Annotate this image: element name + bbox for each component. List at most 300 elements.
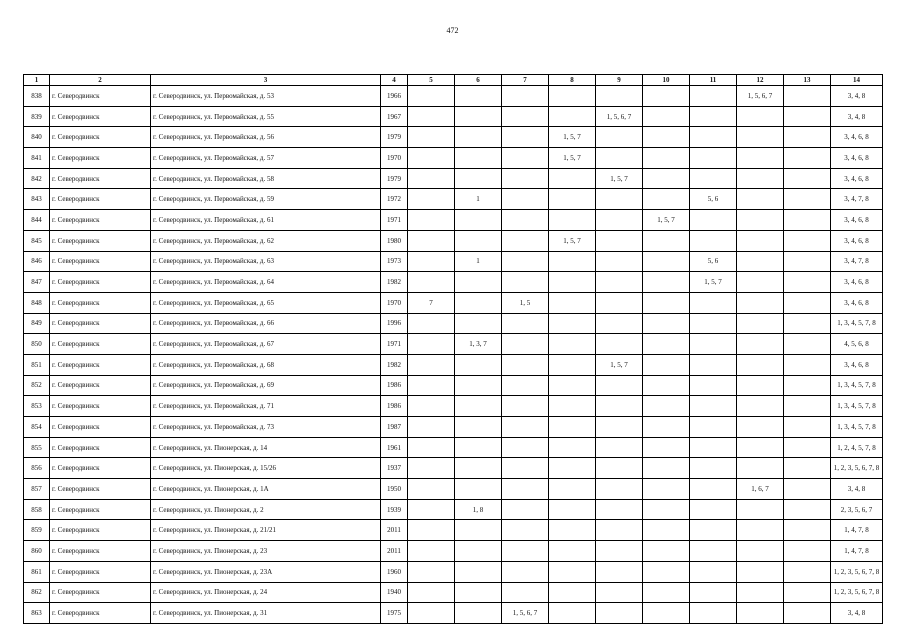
table-cell-col-5: [408, 189, 455, 210]
table-cell-col-13: [784, 106, 831, 127]
table-cell-col-5: [408, 127, 455, 148]
table-cell-col-10: [643, 86, 690, 107]
table-cell-col-9: [596, 189, 643, 210]
table-cell-col-14: 3, 4, 6, 8: [831, 272, 883, 293]
table-cell-col-9: [596, 210, 643, 231]
table-cell-col-4: 2011: [381, 520, 408, 541]
table-cell-col-3: г. Северодвинск, ул. Пионерская, д. 1А: [151, 479, 381, 500]
table-cell-col-11: [690, 127, 737, 148]
table-cell-col-4: 1973: [381, 251, 408, 272]
table-cell-col-5: [408, 251, 455, 272]
column-header-1: 1: [24, 75, 50, 86]
table-cell-col-11: [690, 396, 737, 417]
table-cell-col-7: [502, 458, 549, 479]
table-cell-col-10: [643, 148, 690, 169]
table-cell-col-9: [596, 334, 643, 355]
table-row: [24, 354, 883, 375]
table-cell-col-5: 7: [408, 292, 455, 313]
table-cell-col-4: 1966: [381, 86, 408, 107]
table-cell-col-11: [690, 168, 737, 189]
table-cell-col-2: г. Северодвинск: [50, 272, 151, 293]
table-cell-col-9: 1, 5, 7: [596, 354, 643, 375]
table-cell-col-14: 3, 4, 6, 8: [831, 127, 883, 148]
table-cell-col-9: [596, 458, 643, 479]
column-header-13: 13: [784, 75, 831, 86]
table-cell-col-5: [408, 168, 455, 189]
table-cell-col-3: г. Северодвинск, ул. Первомайская, д. 55: [151, 106, 381, 127]
table-cell-col-12: [737, 541, 784, 562]
table-cell-col-14: 3, 4, 8: [831, 106, 883, 127]
column-header-14: 14: [831, 75, 883, 86]
table-cell-col-8: [549, 86, 596, 107]
table-cell-col-4: 1971: [381, 334, 408, 355]
table-cell-col-3: г. Северодвинск, ул. Пионерская, д. 23: [151, 541, 381, 562]
table-cell-col-8: [549, 499, 596, 520]
table-cell-col-1: 860: [24, 541, 50, 562]
table-body: [24, 86, 883, 624]
table-cell-col-12: [737, 189, 784, 210]
table-row: [24, 334, 883, 355]
table-row: [24, 168, 883, 189]
table-cell-col-6: [455, 396, 502, 417]
table-cell-col-9: [596, 148, 643, 169]
table-row: [24, 86, 883, 107]
table-cell-col-7: 1, 5, 6, 7: [502, 603, 549, 624]
table-cell-col-13: [784, 458, 831, 479]
table-cell-col-13: [784, 417, 831, 438]
table-cell-col-7: [502, 541, 549, 562]
table-cell-col-3: г. Северодвинск, ул. Пионерская, д. 23А: [151, 561, 381, 582]
table-cell-col-5: [408, 541, 455, 562]
table-cell-col-2: г. Северодвинск: [50, 603, 151, 624]
table-cell-col-9: [596, 520, 643, 541]
table-cell-col-4: 1971: [381, 210, 408, 231]
table-cell-col-4: 1982: [381, 272, 408, 293]
table-cell-col-10: 1, 5, 7: [643, 210, 690, 231]
table-cell-col-4: 1970: [381, 292, 408, 313]
table-cell-col-1: 841: [24, 148, 50, 169]
table-cell-col-12: [737, 458, 784, 479]
table-cell-col-5: [408, 520, 455, 541]
table-cell-col-6: [455, 86, 502, 107]
table-cell-col-8: [549, 561, 596, 582]
table-cell-col-11: [690, 561, 737, 582]
table-cell-col-14: 1, 3, 4, 5, 7, 8: [831, 417, 883, 438]
table-cell-col-11: [690, 417, 737, 438]
table-cell-col-14: 3, 4, 6, 8: [831, 168, 883, 189]
table-cell-col-8: [549, 251, 596, 272]
table-cell-col-13: [784, 127, 831, 148]
table-cell-col-10: [643, 375, 690, 396]
table-cell-col-7: [502, 230, 549, 251]
table-cell-col-9: [596, 251, 643, 272]
table-cell-col-5: [408, 375, 455, 396]
table-cell-col-4: 1939: [381, 499, 408, 520]
table-cell-col-6: [455, 603, 502, 624]
table-cell-col-10: [643, 458, 690, 479]
table-cell-col-11: 5, 6: [690, 189, 737, 210]
table-row: [24, 479, 883, 500]
table-cell-col-8: [549, 603, 596, 624]
table-cell-col-3: г. Северодвинск, ул. Первомайская, д. 68: [151, 354, 381, 375]
table-cell-col-3: г. Северодвинск, ул. Первомайская, д. 73: [151, 417, 381, 438]
table-cell-col-7: 1, 5: [502, 292, 549, 313]
table-cell-col-9: [596, 86, 643, 107]
table-cell-col-8: [549, 354, 596, 375]
table-cell-col-4: 1982: [381, 354, 408, 375]
table-cell-col-8: [549, 210, 596, 231]
table-cell-col-7: [502, 561, 549, 582]
table-cell-col-14: 1, 2, 4, 5, 7, 8: [831, 437, 883, 458]
table-cell-col-12: [737, 313, 784, 334]
table-cell-col-10: [643, 354, 690, 375]
table-cell-col-11: [690, 437, 737, 458]
table-cell-col-6: [455, 582, 502, 603]
table-cell-col-12: [737, 396, 784, 417]
table-cell-col-11: [690, 458, 737, 479]
table-cell-col-4: 1986: [381, 396, 408, 417]
table-cell-col-14: 3, 4, 7, 8: [831, 189, 883, 210]
table-cell-col-2: г. Северодвинск: [50, 334, 151, 355]
table-cell-col-13: [784, 520, 831, 541]
table-cell-col-14: 1, 3, 4, 5, 7, 8: [831, 396, 883, 417]
table-cell-col-8: [549, 272, 596, 293]
table-cell-col-2: г. Северодвинск: [50, 313, 151, 334]
table-cell-col-3: г. Северодвинск, ул. Первомайская, д. 66: [151, 313, 381, 334]
table-cell-col-11: [690, 334, 737, 355]
table-cell-col-14: 4, 5, 6, 8: [831, 334, 883, 355]
table-cell-col-11: [690, 354, 737, 375]
table-cell-col-11: [690, 479, 737, 500]
table-cell-col-8: [549, 292, 596, 313]
table-row: [24, 189, 883, 210]
table-cell-col-9: [596, 499, 643, 520]
table-cell-col-8: [549, 375, 596, 396]
table-row: [24, 375, 883, 396]
table-cell-col-13: [784, 189, 831, 210]
table-cell-col-10: [643, 292, 690, 313]
table-cell-col-13: [784, 210, 831, 231]
table-cell-col-12: [737, 437, 784, 458]
table-cell-col-11: [690, 499, 737, 520]
table-cell-col-13: [784, 230, 831, 251]
table-cell-col-4: 1987: [381, 417, 408, 438]
table-cell-col-14: 3, 4, 6, 8: [831, 292, 883, 313]
table-cell-col-11: [690, 582, 737, 603]
table-row: [24, 541, 883, 562]
table-cell-col-12: [737, 106, 784, 127]
table-cell-col-4: 1937: [381, 458, 408, 479]
table-cell-col-7: [502, 148, 549, 169]
table-cell-col-1: 857: [24, 479, 50, 500]
table-cell-col-3: г. Северодвинск, ул. Первомайская, д. 71: [151, 396, 381, 417]
table-cell-col-6: [455, 561, 502, 582]
table-cell-col-9: [596, 437, 643, 458]
table-cell-col-3: г. Северодвинск, ул. Первомайская, д. 64: [151, 272, 381, 293]
table-cell-col-7: [502, 272, 549, 293]
table-cell-col-7: [502, 354, 549, 375]
table-cell-col-8: [549, 106, 596, 127]
table-row: [24, 582, 883, 603]
table-cell-col-3: г. Северодвинск, ул. Пионерская, д. 21/21: [151, 520, 381, 541]
table-cell-col-11: [690, 106, 737, 127]
table-cell-col-4: 1979: [381, 168, 408, 189]
table-row: [24, 313, 883, 334]
table-cell-col-11: 5, 6: [690, 251, 737, 272]
table-cell-col-2: г. Северодвинск: [50, 520, 151, 541]
table-cell-col-11: 1, 5, 7: [690, 272, 737, 293]
table-cell-col-7: [502, 210, 549, 231]
table-cell-col-5: [408, 603, 455, 624]
table-cell-col-9: [596, 396, 643, 417]
table-cell-col-9: [596, 479, 643, 500]
table-cell-col-4: 1975: [381, 603, 408, 624]
table-cell-col-10: [643, 189, 690, 210]
table-cell-col-12: [737, 561, 784, 582]
table-cell-col-8: 1, 5, 7: [549, 127, 596, 148]
table-cell-col-13: [784, 375, 831, 396]
table-cell-col-6: 1, 3, 7: [455, 334, 502, 355]
table-cell-col-12: [737, 582, 784, 603]
table-cell-col-1: 843: [24, 189, 50, 210]
table-cell-col-10: [643, 313, 690, 334]
table-cell-col-11: [690, 375, 737, 396]
table-cell-col-12: [737, 272, 784, 293]
table-cell-col-4: 1961: [381, 437, 408, 458]
table-row: [24, 603, 883, 624]
table-cell-col-6: [455, 127, 502, 148]
table-cell-col-12: [737, 210, 784, 231]
table-cell-col-1: 861: [24, 561, 50, 582]
table-cell-col-9: [596, 417, 643, 438]
table-cell-col-9: [596, 313, 643, 334]
table-cell-col-2: г. Северодвинск: [50, 106, 151, 127]
table-cell-col-2: г. Северодвинск: [50, 251, 151, 272]
table-cell-col-1: 839: [24, 106, 50, 127]
table-cell-col-1: 859: [24, 520, 50, 541]
table-cell-col-10: [643, 230, 690, 251]
table-cell-col-12: [737, 375, 784, 396]
table-row: [24, 396, 883, 417]
table-cell-col-5: [408, 334, 455, 355]
table-cell-col-10: [643, 272, 690, 293]
table-cell-col-4: 2011: [381, 541, 408, 562]
table-row: [24, 230, 883, 251]
table-cell-col-9: [596, 541, 643, 562]
table-cell-col-10: [643, 106, 690, 127]
table-cell-col-7: [502, 437, 549, 458]
table-cell-col-13: [784, 292, 831, 313]
page-number: 472: [446, 26, 459, 35]
table-header-row: [24, 75, 883, 86]
table-cell-col-3: г. Северодвинск, ул. Первомайская, д. 56: [151, 127, 381, 148]
table-cell-col-4: 1960: [381, 561, 408, 582]
table-cell-col-13: [784, 541, 831, 562]
column-header-2: 2: [50, 75, 151, 86]
table-cell-col-10: [643, 541, 690, 562]
table-cell-col-14: 1, 3, 4, 5, 7, 8: [831, 375, 883, 396]
table-cell-col-3: г. Северодвинск, ул. Пионерская, д. 24: [151, 582, 381, 603]
table-cell-col-7: [502, 334, 549, 355]
table-cell-col-9: [596, 230, 643, 251]
table-cell-col-1: 846: [24, 251, 50, 272]
table-cell-col-9: [596, 292, 643, 313]
table-cell-col-13: [784, 148, 831, 169]
table-cell-col-12: [737, 603, 784, 624]
table-cell-col-3: г. Северодвинск, ул. Первомайская, д. 59: [151, 189, 381, 210]
table-cell-col-1: 854: [24, 417, 50, 438]
table-cell-col-5: [408, 437, 455, 458]
table-cell-col-7: [502, 479, 549, 500]
table-cell-col-6: 1, 8: [455, 499, 502, 520]
table-cell-col-8: [549, 168, 596, 189]
table-cell-col-11: [690, 313, 737, 334]
table-cell-col-12: 1, 6, 7: [737, 479, 784, 500]
table-cell-col-10: [643, 437, 690, 458]
table-cell-col-8: 1, 5, 7: [549, 148, 596, 169]
table-cell-col-12: [737, 499, 784, 520]
table-cell-col-8: [549, 437, 596, 458]
table-cell-col-13: [784, 86, 831, 107]
table-cell-col-5: [408, 479, 455, 500]
table-cell-col-3: г. Северодвинск, ул. Первомайская, д. 67: [151, 334, 381, 355]
table-cell-col-9: [596, 272, 643, 293]
table-cell-col-6: 1: [455, 251, 502, 272]
table-cell-col-9: 1, 5, 7: [596, 168, 643, 189]
table-row: [24, 106, 883, 127]
table-cell-col-13: [784, 437, 831, 458]
table-cell-col-11: [690, 230, 737, 251]
table-cell-col-3: г. Северодвинск, ул. Пионерская, д. 14: [151, 437, 381, 458]
column-header-3: 3: [151, 75, 381, 86]
table-cell-col-7: [502, 520, 549, 541]
table-cell-col-10: [643, 396, 690, 417]
table-cell-col-10: [643, 251, 690, 272]
table-cell-col-1: 842: [24, 168, 50, 189]
table-cell-col-8: [549, 417, 596, 438]
table-cell-col-1: 849: [24, 313, 50, 334]
table-cell-col-10: [643, 499, 690, 520]
table-cell-col-12: [737, 148, 784, 169]
table-cell-col-1: 852: [24, 375, 50, 396]
table-cell-col-2: г. Северодвинск: [50, 210, 151, 231]
table-cell-col-7: [502, 417, 549, 438]
table-cell-col-2: г. Северодвинск: [50, 499, 151, 520]
table-cell-col-10: [643, 603, 690, 624]
table-row: [24, 148, 883, 169]
table-cell-col-11: [690, 148, 737, 169]
housing-register-table: [23, 74, 883, 624]
table-cell-col-10: [643, 127, 690, 148]
table-cell-col-14: 3, 4, 8: [831, 86, 883, 107]
table-cell-col-2: г. Северодвинск: [50, 561, 151, 582]
table-cell-col-7: [502, 582, 549, 603]
table-cell-col-5: [408, 210, 455, 231]
table-cell-col-12: [737, 251, 784, 272]
table-cell-col-5: [408, 396, 455, 417]
table-cell-col-14: 3, 4, 8: [831, 479, 883, 500]
table-cell-col-8: [549, 479, 596, 500]
table-cell-col-1: 858: [24, 499, 50, 520]
table-row: [24, 417, 883, 438]
table-cell-col-1: 847: [24, 272, 50, 293]
table-cell-col-14: 3, 4, 7, 8: [831, 251, 883, 272]
table-cell-col-10: [643, 479, 690, 500]
table-cell-col-14: 1, 3, 4, 5, 7, 8: [831, 313, 883, 334]
table-cell-col-6: [455, 313, 502, 334]
table-cell-col-5: [408, 86, 455, 107]
table-cell-col-12: [737, 417, 784, 438]
table-cell-col-6: [455, 292, 502, 313]
table-cell-col-6: [455, 210, 502, 231]
table-cell-col-5: [408, 313, 455, 334]
table-cell-col-9: 1, 5, 6, 7: [596, 106, 643, 127]
table-cell-col-7: [502, 127, 549, 148]
table-cell-col-7: [502, 189, 549, 210]
table-cell-col-5: [408, 582, 455, 603]
table-cell-col-12: [737, 292, 784, 313]
table-cell-col-11: [690, 292, 737, 313]
table-cell-col-12: [737, 520, 784, 541]
table-cell-col-4: 1967: [381, 106, 408, 127]
table-cell-col-1: 856: [24, 458, 50, 479]
table-cell-col-8: [549, 520, 596, 541]
table-cell-col-1: 863: [24, 603, 50, 624]
table-cell-col-14: 1, 4, 7, 8: [831, 541, 883, 562]
table-cell-col-9: [596, 582, 643, 603]
table-cell-col-5: [408, 417, 455, 438]
table-cell-col-1: 838: [24, 86, 50, 107]
table-cell-col-7: [502, 313, 549, 334]
table-cell-col-6: [455, 354, 502, 375]
table-cell-col-3: г. Северодвинск, ул. Первомайская, д. 53: [151, 86, 381, 107]
table-cell-col-11: [690, 210, 737, 231]
table-cell-col-4: 1970: [381, 148, 408, 169]
table-cell-col-6: [455, 520, 502, 541]
table-cell-col-8: [549, 396, 596, 417]
table-cell-col-12: [737, 127, 784, 148]
column-header-8: 8: [549, 75, 596, 86]
column-header-6: 6: [455, 75, 502, 86]
table-cell-col-3: г. Северодвинск, ул. Первомайская, д. 63: [151, 251, 381, 272]
table-cell-col-14: 3, 4, 6, 8: [831, 354, 883, 375]
table-cell-col-3: г. Северодвинск, ул. Первомайская, д. 62: [151, 230, 381, 251]
column-header-10: 10: [643, 75, 690, 86]
table-cell-col-4: 1996: [381, 313, 408, 334]
table-cell-col-4: 1986: [381, 375, 408, 396]
table-cell-col-10: [643, 168, 690, 189]
table-cell-col-2: г. Северодвинск: [50, 354, 151, 375]
table-cell-col-1: 840: [24, 127, 50, 148]
table-cell-col-9: [596, 561, 643, 582]
table-cell-col-2: г. Северодвинск: [50, 230, 151, 251]
table-cell-col-14: 1, 4, 7, 8: [831, 520, 883, 541]
table-cell-col-13: [784, 313, 831, 334]
table-row: [24, 272, 883, 293]
table-cell-col-12: [737, 230, 784, 251]
table-cell-col-6: [455, 541, 502, 562]
table-cell-col-3: г. Северодвинск, ул. Первомайская, д. 61: [151, 210, 381, 231]
table-cell-col-7: [502, 251, 549, 272]
table-cell-col-10: [643, 417, 690, 438]
column-header-11: 11: [690, 75, 737, 86]
table-cell-col-5: [408, 354, 455, 375]
table-row: [24, 251, 883, 272]
table-cell-col-5: [408, 272, 455, 293]
column-header-9: 9: [596, 75, 643, 86]
table-cell-col-3: г. Северодвинск, ул. Первомайская, д. 65: [151, 292, 381, 313]
table-cell-col-13: [784, 168, 831, 189]
